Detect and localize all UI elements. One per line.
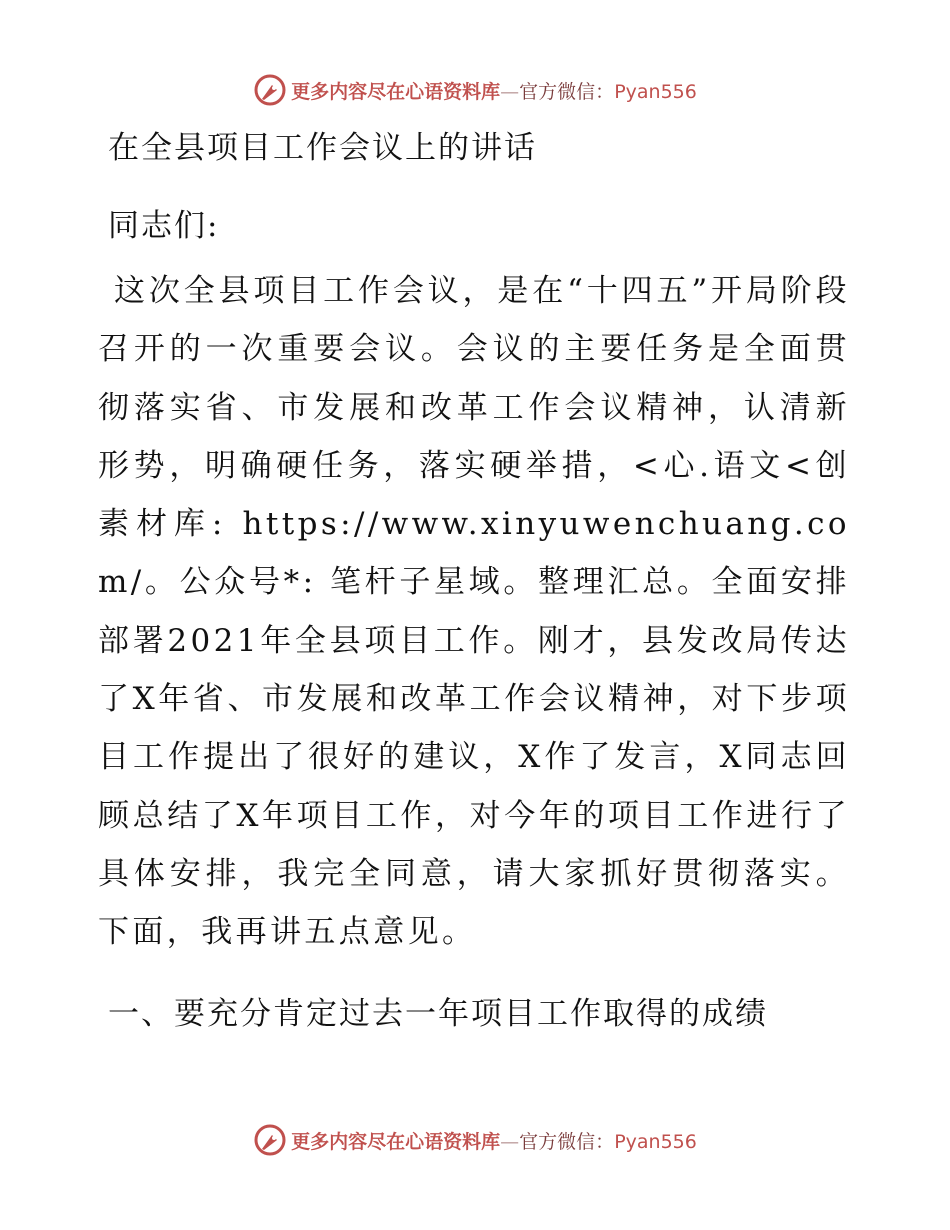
watermark-official-label: 官方微信：: [519, 80, 615, 103]
body-paragraph: 这次全县项目工作会议，是在“十四五”开局阶段召开的一次重要会议。会议的主要任务是全面贯彻落实省、市发展和改革工作会议精神，认清新形势，明确硬任务，落实硬举措，<心.语文<创素材库: https://www.xinyuwenchuang.com/。公众号*: 笔杆子星域。整理汇总。全面安排部署2021年全县项目工作。刚才，县发改局传达了X年省、市发展和改革工作会议精神，对下步项目工作提出了很好的建议，X作了发言，X同志回顾总结了X年项目工作，对今年的项目工作进行了具体安排，我完全同意，请大家抓好贯彻落实。下面，我再讲五点意见。: [98, 273, 850, 951]
watermark-official-label: 官方微信：: [519, 1130, 615, 1153]
watermark-handle: Pyan556: [614, 1130, 697, 1153]
watermark-dash: —: [500, 80, 520, 103]
watermark-handle: Pyan556: [614, 80, 697, 103]
watermark-site: 更多内容尽在心语资料库: [291, 1130, 501, 1153]
watermark-dash: —: [500, 1130, 520, 1153]
document-title: 在全县项目工作会议上的讲话: [108, 130, 537, 166]
watermark-banner-top: [0, 70, 950, 110]
watermark-text: [291, 77, 697, 104]
section-heading: 一、要充分肯定过去一年项目工作取得的成绩: [108, 996, 768, 1032]
watermark-site: 更多内容尽在心语资料库: [291, 80, 501, 103]
watermark-text: [291, 1127, 697, 1154]
pen-nib-circle-icon: [253, 73, 287, 107]
watermark-banner-bottom: [0, 1120, 950, 1160]
salutation: 同志们:: [108, 208, 220, 244]
pen-nib-circle-icon: [253, 1123, 287, 1157]
